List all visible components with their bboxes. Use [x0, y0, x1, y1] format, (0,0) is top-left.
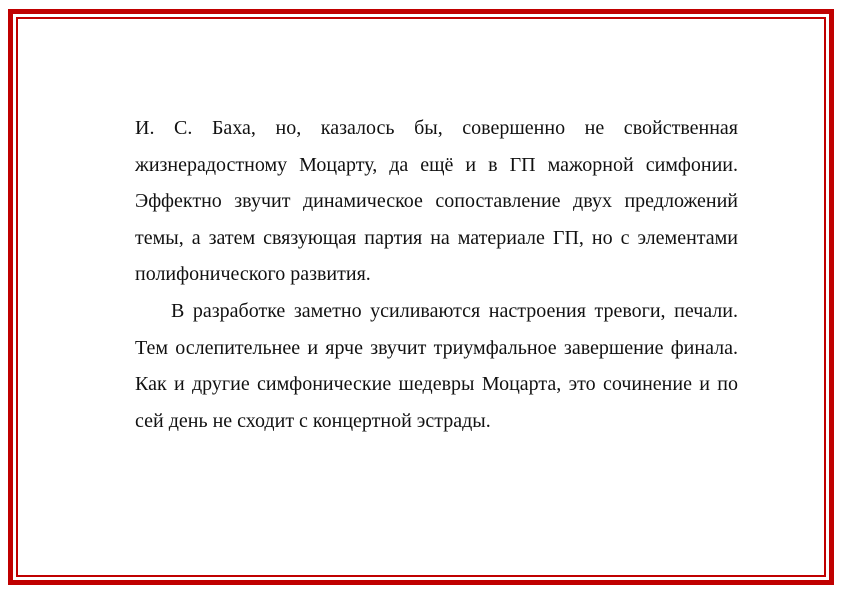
- paragraph-1: И. С. Баха, но, казалось бы, совершенно не свойственная жизнерадостному Моцарту, да ещё и в ГП мажорной симфонии. Эффектно звучит динамическое сопоставление двух предложений темы, а затем связующая партия на материале ГП, но с элементами полифонического развития.: [135, 117, 738, 286]
- document-body: [135, 110, 738, 439]
- paragraph-2: В разработке заметно усиливаются настроения тревоги, печали. Тем ослепительнее и ярче звучит триумфальное завершение финала. Как и другие симфонические шедевры Моцарта, это сочинение и по сей день не сходит с концертной эстрады.: [135, 299, 738, 432]
